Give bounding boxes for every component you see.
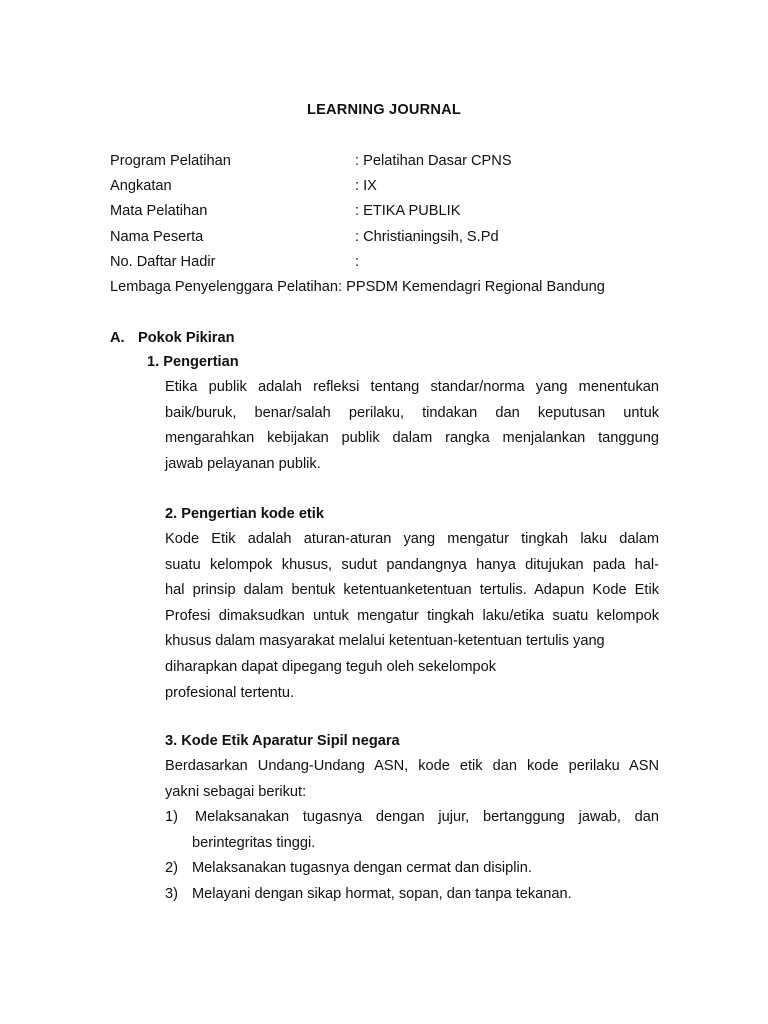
point-1-heading: 1. Pengertian [147, 354, 239, 370]
paragraph-line: yakni sebagai berikut: [165, 783, 307, 800]
point-1-paragraph [165, 375, 659, 477]
paragraph-line: khusus dalam masyarakat melalui ketentuan-ketentuan tertulis yang [165, 633, 605, 650]
section-heading-a [110, 330, 235, 346]
meta-value: : IX [355, 178, 377, 195]
meta-row-daftar-hadir [110, 253, 670, 278]
paragraph-line: suatu kelompok khusus, sudut pandangnya hanya ditujukan pada hal- [165, 556, 659, 573]
paragraph-line: profesional tertentu. [165, 684, 294, 701]
meta-label: Mata Pelatihan [110, 203, 208, 220]
point-3-heading: 3. Kode Etik Aparatur Sipil negara [165, 733, 400, 749]
meta-row-program [110, 152, 670, 177]
point-2-heading: 2. Pengertian kode etik [165, 506, 324, 522]
paragraph-line: Etika publik adalah refleksi tentang standar/norma yang menentukan [165, 379, 659, 395]
meta-value: : ETIKA PUBLIK [355, 203, 461, 220]
list-item [165, 805, 659, 856]
paragraph-line: Profesi dimaksudkan untuk mengatur tingkah laku/etika suatu kelompok [165, 607, 659, 624]
list-item [165, 856, 659, 882]
meta-row-nama-peserta [110, 228, 670, 253]
section-title: Pokok Pikiran [138, 330, 235, 346]
section-letter: A. [110, 330, 125, 346]
paragraph-line: jawab pelayanan publik. [165, 455, 321, 472]
point-2-paragraph [165, 527, 659, 706]
list-number: 3) [165, 885, 178, 902]
meta-row-mata-pelatihan [110, 202, 670, 227]
paragraph-line: baik/buruk, benar/salah perilaku, tindakan dan keputusan untuk [165, 404, 659, 421]
meta-value: : [355, 253, 360, 270]
paragraph-line: mengarahkan kebijakan publik dalam rangka menjalankan tanggung [165, 430, 659, 447]
meta-value: : Christianingsih, S.Pd [355, 228, 499, 245]
paragraph-line: hal prinsip dalam bentuk ketentuanketentuan tertulis. Adapun Kode Etik [165, 582, 659, 599]
lembaga-text: Lembaga Penyelenggara Pelatihan: PPSDM Kemendagri Regional Bandung [110, 278, 605, 295]
meta-label: Program Pelatihan [110, 153, 231, 169]
meta-label: No. Daftar Hadir [110, 253, 216, 270]
meta-value: : Pelatihan Dasar CPNS [355, 153, 512, 169]
list-number: 2) [165, 860, 178, 877]
list-number: 1) [165, 809, 178, 825]
meta-row-angkatan [110, 177, 670, 202]
paragraph-line: Kode Etik adalah aturan-aturan yang mengatur tingkah laku dalam [165, 531, 659, 547]
meta-label: Nama Peserta [110, 228, 204, 245]
list-item [165, 882, 659, 908]
list-text: Melaksanakan tugasnya dengan jujur, bertanggung jawab, dan [195, 809, 659, 825]
page-title: LEARNING JOURNAL [306, 102, 461, 118]
point-3-intro [165, 754, 659, 805]
paragraph-line: diharapkan dapat dipegang teguh oleh sekelompok [165, 658, 497, 675]
list-text-continuation: berintegritas tinggi. [192, 834, 316, 851]
meta-label: Angkatan [110, 178, 172, 195]
meta-row-lembaga [110, 278, 670, 303]
list-text: Melayani dengan sikap hormat, sopan, dan tanpa tekanan. [192, 885, 572, 902]
asn-code-list [165, 805, 659, 907]
identity-table [110, 152, 670, 303]
paragraph-line: Berdasarkan Undang-Undang ASN, kode etik dan kode perilaku ASN [165, 758, 659, 774]
list-text: Melaksanakan tugasnya dengan cermat dan disiplin. [192, 860, 532, 877]
